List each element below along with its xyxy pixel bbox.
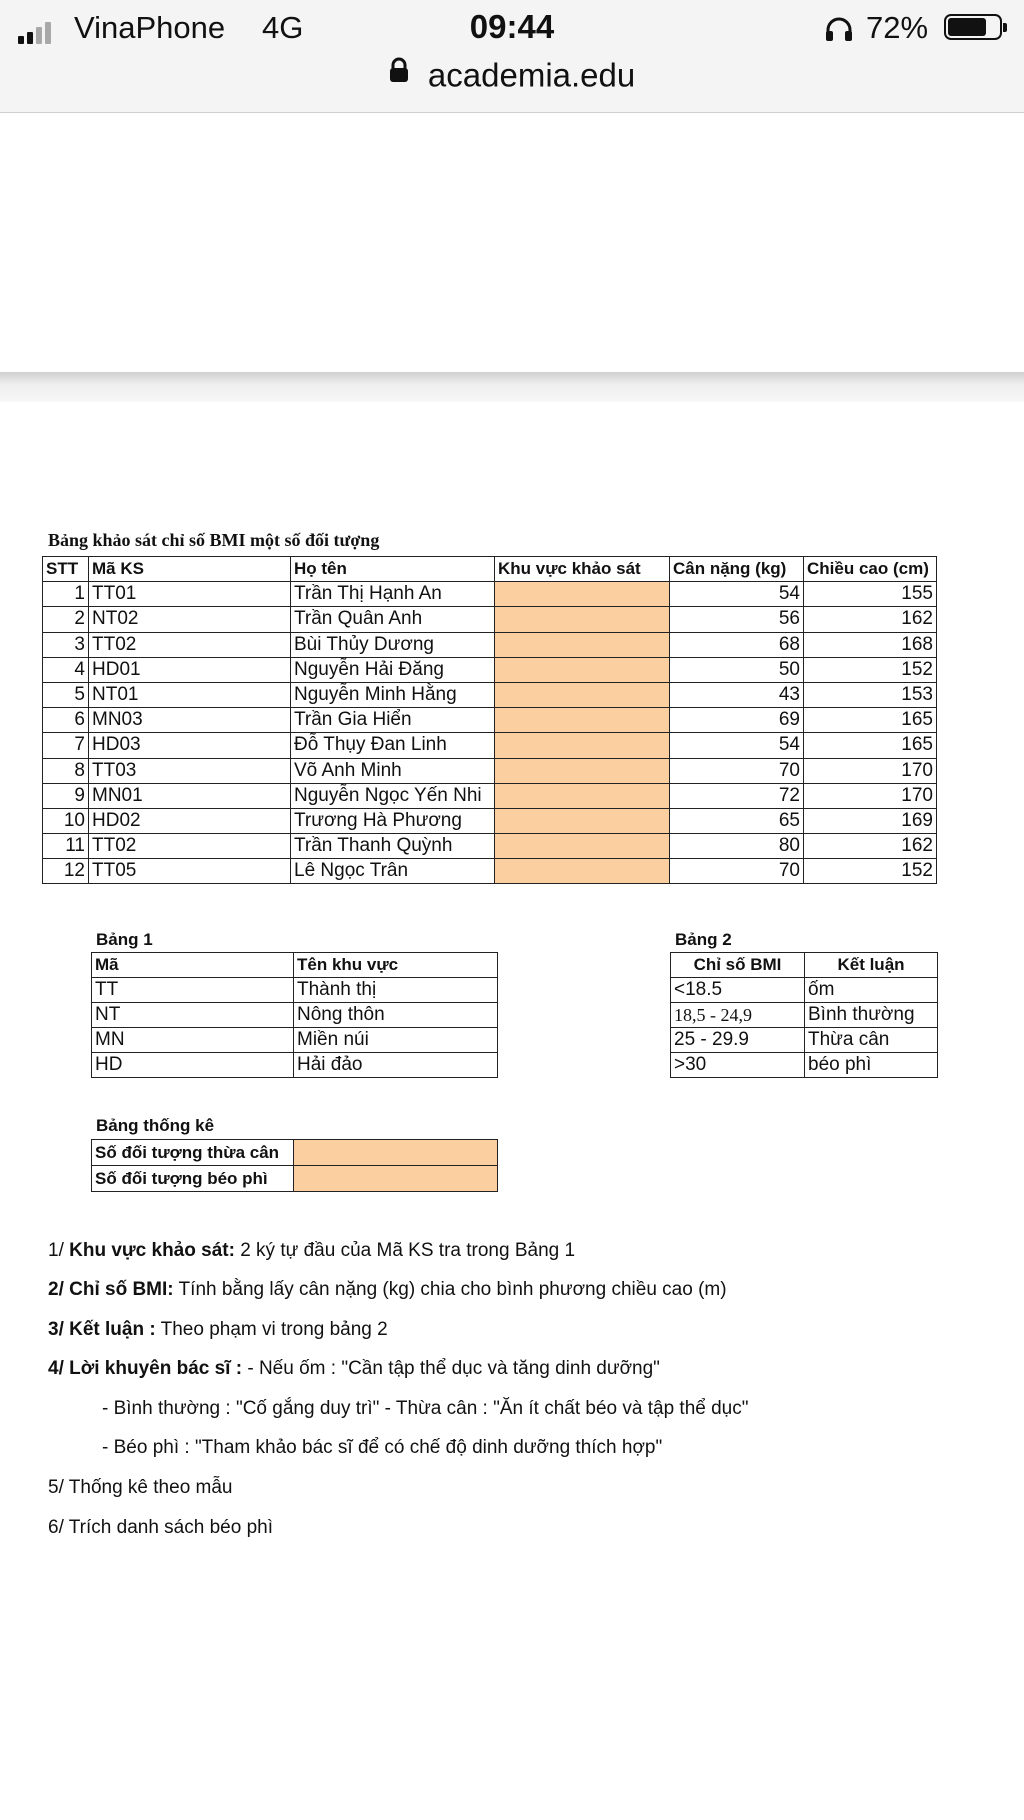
stats-caption: Bảng thống kê xyxy=(96,1116,215,1135)
instruction-4-text: - Nếu ốm : "Cần tập thể dục và tăng dinh dưỡng" xyxy=(242,1358,660,1379)
region-cell[interactable] xyxy=(495,708,670,733)
column-header: Khu vực khảo sát xyxy=(495,557,670,582)
bmi-range-cell: 25 - 29.9 xyxy=(671,1028,805,1053)
network-type: 4G xyxy=(262,10,304,45)
column-header: Cân nặng (kg) xyxy=(670,557,804,582)
region-cell[interactable] xyxy=(495,859,670,884)
table-row xyxy=(92,1140,498,1166)
survey-code-cell: NT01 xyxy=(89,682,291,707)
instruction-6: 6/ Trích danh sách béo phì xyxy=(48,1517,273,1538)
survey-code-cell: HD03 xyxy=(89,733,291,758)
instruction-3-text: Theo phạm vi trong bảng 2 xyxy=(155,1319,388,1340)
stat-value-cell[interactable] xyxy=(294,1140,498,1166)
table-row xyxy=(43,733,937,758)
instruction-2-text: Tính bằng lấy cân nặng (kg) chia cho bình phương chiều cao (m) xyxy=(173,1279,727,1300)
page-separator xyxy=(0,372,1024,402)
instruction-2 xyxy=(48,1279,727,1301)
instruction-3 xyxy=(48,1319,388,1341)
stt-cell: 2 xyxy=(43,607,89,632)
status-bar xyxy=(0,0,1024,56)
table-row xyxy=(43,682,937,707)
lock-icon xyxy=(389,53,409,91)
region-cell[interactable] xyxy=(495,834,670,859)
survey-code-cell: TT02 xyxy=(89,632,291,657)
stt-cell: 11 xyxy=(43,834,89,859)
status-time: 09:44 xyxy=(469,8,555,45)
table-row xyxy=(92,978,498,1003)
height-cell: 152 xyxy=(804,859,937,884)
table-row xyxy=(92,1166,498,1192)
table-row xyxy=(671,978,938,1003)
table-header-row xyxy=(92,953,498,978)
full-name-cell: Lê Ngọc Trân xyxy=(291,859,495,884)
weight-cell: 54 xyxy=(670,733,804,758)
table-row xyxy=(92,1053,498,1078)
table-row xyxy=(43,708,937,733)
instruction-4-line3: - Béo phì : "Tham khảo bác sĩ để có chế độ dinh dưỡng thích hợp" xyxy=(102,1437,663,1458)
table-row xyxy=(671,1003,938,1028)
height-cell: 169 xyxy=(804,808,937,833)
column-header: STT xyxy=(43,557,89,582)
region-cell[interactable] xyxy=(495,657,670,682)
stt-cell: 3 xyxy=(43,632,89,657)
conclusion-cell: béo phì xyxy=(805,1053,938,1078)
region-lookup-table xyxy=(91,952,498,1078)
region-code-cell: HD xyxy=(92,1053,294,1078)
full-name-cell: Đỗ Thụy Đan Linh xyxy=(291,733,495,758)
weight-cell: 70 xyxy=(670,859,804,884)
table-row xyxy=(43,657,937,682)
bmi-survey-table xyxy=(42,556,937,884)
survey-code-cell: TT02 xyxy=(89,834,291,859)
weight-cell: 54 xyxy=(670,582,804,607)
instruction-5: 5/ Thống kê theo mẫu xyxy=(48,1477,233,1498)
region-code-cell: TT xyxy=(92,978,294,1003)
column-header: Mã xyxy=(92,953,294,978)
region-name-cell: Miền núi xyxy=(294,1028,498,1053)
column-header: Chiều cao (cm) xyxy=(804,557,937,582)
height-cell: 152 xyxy=(804,657,937,682)
browser-chrome xyxy=(0,0,1024,113)
full-name-cell: Trần Gia Hiển xyxy=(291,708,495,733)
weight-cell: 72 xyxy=(670,783,804,808)
full-name-cell: Nguyễn Minh Hằng xyxy=(291,682,495,707)
table-row xyxy=(43,632,937,657)
weight-cell: 69 xyxy=(670,708,804,733)
bmi-conclusion-table xyxy=(670,952,938,1078)
stt-cell: 1 xyxy=(43,582,89,607)
table-row xyxy=(43,582,937,607)
bang2-caption: Bảng 2 xyxy=(675,930,732,949)
url-text: academia.edu xyxy=(427,56,636,94)
column-header: Kết luận xyxy=(805,953,938,978)
table-row xyxy=(43,783,937,808)
stat-label-cell: Số đối tượng thừa cân xyxy=(92,1140,294,1166)
full-name-cell: Nguyễn Hải Đăng xyxy=(291,657,495,682)
full-name-cell: Trần Thanh Quỳnh xyxy=(291,834,495,859)
instruction-4-line2: - Bình thường : "Cố gắng duy trì" - Thừa cân : "Ăn ít chất béo và tập thể dục" xyxy=(102,1398,749,1419)
survey-code-cell: HD02 xyxy=(89,808,291,833)
full-name-cell: Nguyễn Ngọc Yến Nhi xyxy=(291,783,495,808)
conclusion-cell: Bình thường xyxy=(805,1003,938,1028)
survey-code-cell: TT05 xyxy=(89,859,291,884)
survey-code-cell: MN01 xyxy=(89,783,291,808)
region-cell[interactable] xyxy=(495,632,670,657)
instruction-2-label: 2/ Chỉ số BMI: xyxy=(48,1279,174,1300)
instruction-4-label: 4/ Lời khuyên bác sĩ : xyxy=(48,1358,243,1379)
weight-cell: 65 xyxy=(670,808,804,833)
height-cell: 165 xyxy=(804,708,937,733)
weight-cell: 43 xyxy=(670,682,804,707)
table-row xyxy=(92,1003,498,1028)
height-cell: 153 xyxy=(804,682,937,707)
bmi-range-cell: 18,5 - 24,9 xyxy=(671,1003,805,1028)
column-header: Mã KS xyxy=(89,557,291,582)
stt-cell: 4 xyxy=(43,657,89,682)
conclusion-cell: ốm xyxy=(805,978,938,1003)
stt-cell: 9 xyxy=(43,783,89,808)
survey-code-cell: NT02 xyxy=(89,607,291,632)
region-cell[interactable] xyxy=(495,758,670,783)
address-bar[interactable] xyxy=(0,54,1024,98)
height-cell: 162 xyxy=(804,834,937,859)
region-cell[interactable] xyxy=(495,682,670,707)
instruction-4 xyxy=(48,1358,660,1380)
survey-code-cell: TT01 xyxy=(89,582,291,607)
height-cell: 170 xyxy=(804,758,937,783)
full-name-cell: Trần Thị Hạnh An xyxy=(291,582,495,607)
full-name-cell: Võ Anh Minh xyxy=(291,758,495,783)
instruction-3-label: 3/ Kết luận : xyxy=(48,1319,156,1340)
full-name-cell: Trương Hà Phương xyxy=(291,808,495,833)
region-cell[interactable] xyxy=(495,733,670,758)
table-row xyxy=(43,758,937,783)
battery-icon xyxy=(944,14,1002,40)
instruction-1 xyxy=(48,1240,575,1262)
stats-table xyxy=(91,1139,498,1192)
stt-cell: 5 xyxy=(43,682,89,707)
stat-value-cell[interactable] xyxy=(294,1166,498,1192)
instruction-1-label: Khu vực khảo sát: xyxy=(69,1240,235,1261)
bmi-range-cell: >30 xyxy=(671,1053,805,1078)
stt-cell: 8 xyxy=(43,758,89,783)
weight-cell: 68 xyxy=(670,632,804,657)
height-cell: 165 xyxy=(804,733,937,758)
table-row xyxy=(43,834,937,859)
table-row xyxy=(43,808,937,833)
height-cell: 170 xyxy=(804,783,937,808)
region-cell[interactable] xyxy=(495,783,670,808)
region-code-cell: MN xyxy=(92,1028,294,1053)
survey-code-cell: HD01 xyxy=(89,657,291,682)
conclusion-cell: Thừa cân xyxy=(805,1028,938,1053)
region-name-cell: Thành thị xyxy=(294,978,498,1003)
region-cell[interactable] xyxy=(495,582,670,607)
height-cell: 155 xyxy=(804,582,937,607)
weight-cell: 56 xyxy=(670,607,804,632)
table-row xyxy=(43,607,937,632)
height-cell: 168 xyxy=(804,632,937,657)
battery-percent: 72% xyxy=(866,10,929,45)
height-cell: 162 xyxy=(804,607,937,632)
survey-code-cell: MN03 xyxy=(89,708,291,733)
carrier-name: VinaPhone xyxy=(74,10,226,45)
stt-cell: 12 xyxy=(43,859,89,884)
instruction-1-prefix: 1/ xyxy=(48,1240,70,1261)
column-header: Chỉ số BMI xyxy=(671,953,805,978)
column-header: Tên khu vực xyxy=(294,953,498,978)
region-code-cell: NT xyxy=(92,1003,294,1028)
column-header: Họ tên xyxy=(291,557,495,582)
table-row xyxy=(671,1028,938,1053)
survey-code-cell: TT03 xyxy=(89,758,291,783)
table-row xyxy=(92,1028,498,1053)
bmi-range-cell: <18.5 xyxy=(671,978,805,1003)
region-cell[interactable] xyxy=(495,808,670,833)
instruction-1-text: 2 ký tự đầu của Mã KS tra trong Bảng 1 xyxy=(234,1240,576,1261)
headphones-icon xyxy=(824,16,854,47)
weight-cell: 70 xyxy=(670,758,804,783)
stt-cell: 7 xyxy=(43,733,89,758)
weight-cell: 80 xyxy=(670,834,804,859)
stt-cell: 10 xyxy=(43,808,89,833)
table-header-row xyxy=(671,953,938,978)
table-header-row xyxy=(43,557,937,582)
stt-cell: 6 xyxy=(43,708,89,733)
bang1-caption: Bảng 1 xyxy=(96,930,153,949)
full-name-cell: Bùi Thủy Dương xyxy=(291,632,495,657)
full-name-cell: Trần Quân Anh xyxy=(291,607,495,632)
sheet-title: Bảng khảo sát chỉ số BMI một số đối tượng xyxy=(48,530,380,550)
table-row xyxy=(671,1053,938,1078)
table-row xyxy=(43,859,937,884)
weight-cell: 50 xyxy=(670,657,804,682)
region-name-cell: Nông thôn xyxy=(294,1003,498,1028)
region-cell[interactable] xyxy=(495,607,670,632)
stat-label-cell: Số đối tượng béo phì xyxy=(92,1166,294,1192)
region-name-cell: Hải đảo xyxy=(294,1053,498,1078)
